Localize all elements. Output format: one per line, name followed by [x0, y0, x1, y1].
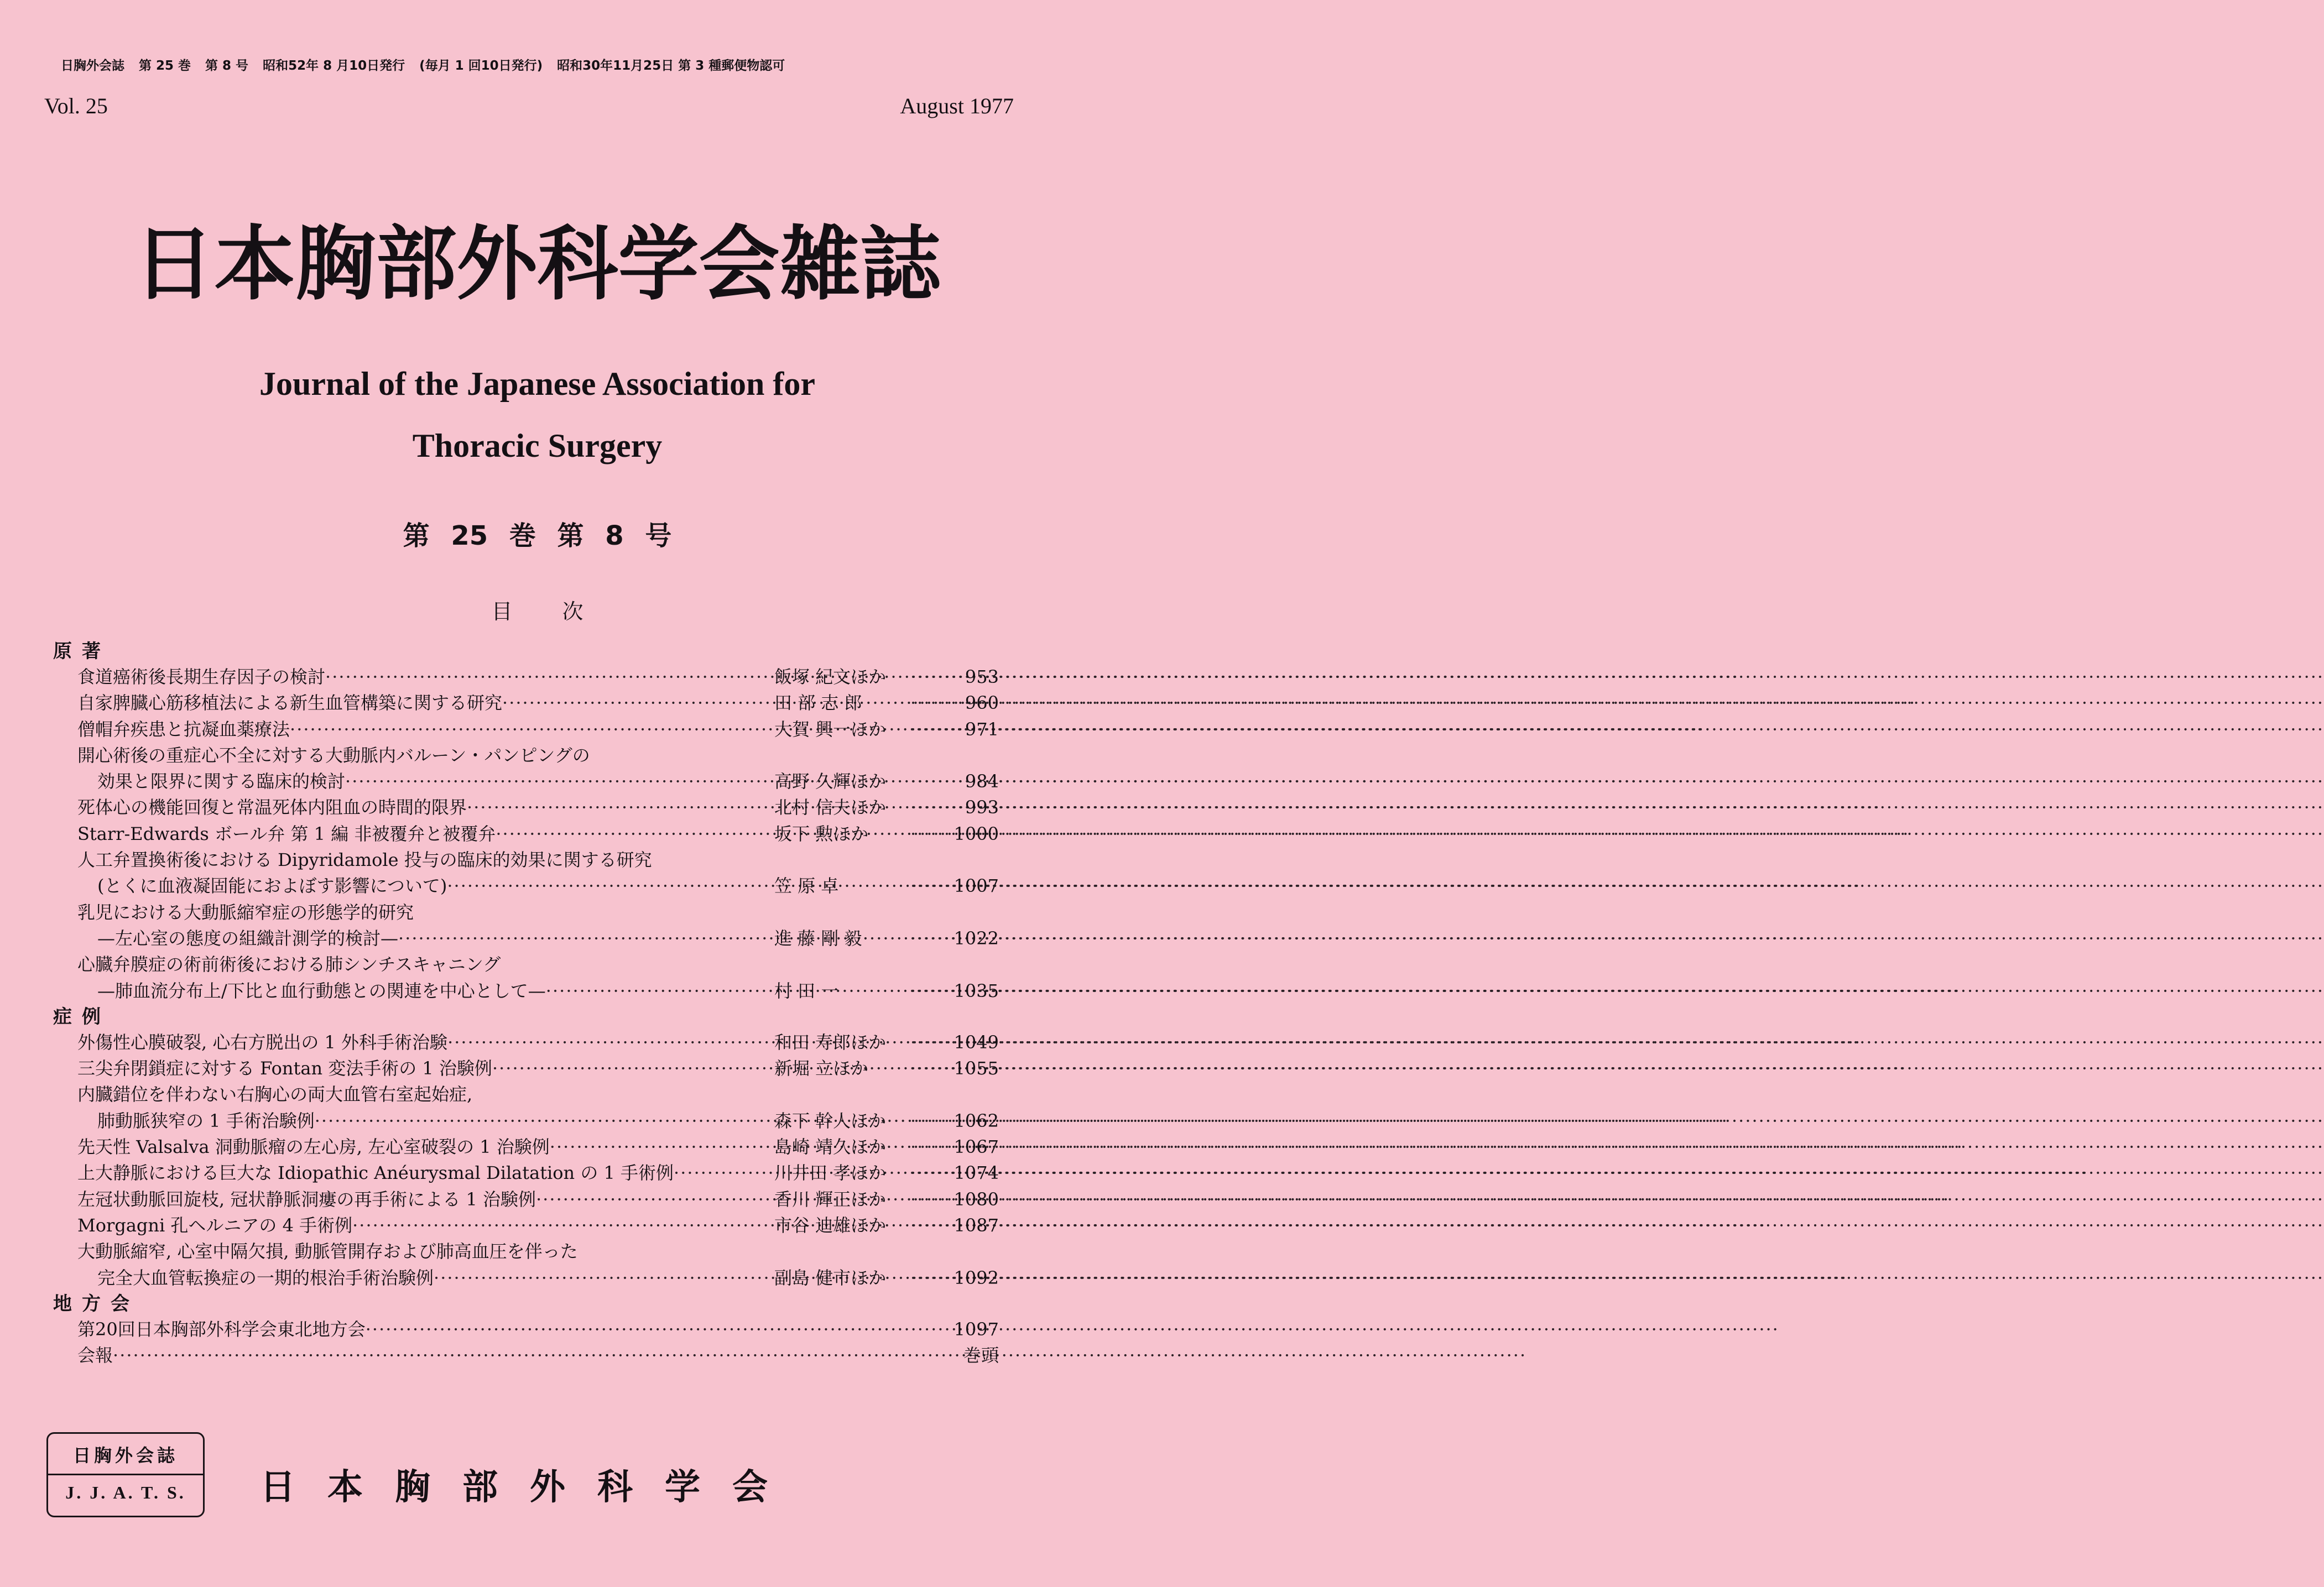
masthead-volume: 第 25 巻 [139, 59, 191, 73]
toc-entry-page: 1022 [953, 927, 999, 949]
leader-dots [910, 821, 949, 847]
toc-entry-page: 1097 [953, 1318, 999, 1340]
toc-entry-page: 1080 [953, 1188, 999, 1210]
toc-entry-author: 市谷 迪雄ほか [774, 1214, 887, 1236]
toc-entry-title: 死体心の機能回復と常温死体内阻血の時間的限界 [77, 797, 467, 818]
toc-entry-title: 大動脈縮窄, 心室中隔欠損, 動脈管開存および肺高血圧を伴った [77, 1241, 578, 1262]
toc-entry-line [53, 847, 999, 873]
society-name: 日本胸部外科学会 [260, 1467, 800, 1508]
toc-entry-title: 食道癌術後長期生存因子の検討 [77, 666, 326, 687]
toc-entry [53, 717, 999, 743]
leader-dots [550, 1134, 774, 1160]
journal-title-jp: 日本胸部外科学会雑誌 [133, 217, 941, 311]
toc-entry-page: 1074 [953, 1162, 999, 1184]
toc-entry-page: 1087 [953, 1214, 999, 1236]
toc-entry-line [53, 1082, 999, 1108]
toc-entry [53, 873, 999, 899]
toc-entry [53, 1265, 999, 1291]
toc-heading: 目次 [491, 599, 633, 624]
toc-entry [53, 1160, 999, 1186]
leader-dots [910, 978, 949, 1004]
leader-dots [910, 926, 949, 952]
toc-entry-title: 上大静脈における巨大な Idiopathic Anéurysmal Dilatation の 1 手術例 [77, 1162, 674, 1184]
toc-entry-author: 副島 健市ほか [774, 1267, 887, 1288]
toc-section-heading: 原著 [53, 640, 111, 662]
leader-dots [910, 1030, 949, 1056]
leader-dots [467, 795, 774, 821]
leader-dots [910, 664, 949, 690]
toc-entry-page: 1035 [953, 980, 999, 1001]
toc-entry-author: 笠 原 卓 [774, 875, 839, 897]
toc-entry-title: 会報 [77, 1345, 113, 1366]
leader-dots [910, 769, 949, 795]
leader-dots [502, 690, 774, 716]
leader-dots [910, 1265, 949, 1291]
toc-entry [53, 795, 999, 821]
masthead-publish-date: 昭和52年 8 月10日発行 [263, 59, 405, 73]
toc-entry-title: Morgagni 孔ヘルニアの 4 手術例 [77, 1214, 353, 1236]
leader-dots [910, 717, 949, 743]
masthead-abbrev: 日胸外会誌 [61, 59, 124, 73]
toc-entry-author: 新堀 立ほか [774, 1058, 869, 1079]
toc-entry-line [53, 1239, 999, 1265]
toc-entry-author: 飯塚 紀文ほか [774, 666, 887, 687]
toc-entry [53, 1108, 999, 1134]
toc-entry-page: 1000 [953, 823, 999, 844]
toc-entry-title: —左心室の態度の組織計測学的検討— [97, 927, 399, 949]
leader-dots [325, 664, 774, 690]
leader-dots [398, 926, 774, 952]
toc-entry [53, 664, 999, 690]
leader-dots [910, 873, 949, 899]
toc-entry-author: 高野 久輝ほか [774, 771, 887, 792]
toc-entry-title: 効果と限界に関する臨床的検討 [97, 771, 346, 792]
leader-dots [910, 690, 949, 716]
leader-dots [113, 1343, 949, 1369]
masthead-postal-permit: 昭和30年11月25日 第 3 種郵便物認可 [557, 59, 785, 73]
toc-entry-author: 和田 寿郎ほか [774, 1031, 887, 1053]
leader-dots [290, 717, 774, 743]
toc-entry-title: 先天性 Valsalva 洞動脈瘤の左心房, 左心室破裂の 1 治験例 [77, 1136, 550, 1158]
toc-entry-line [53, 743, 999, 769]
table-of-contents [53, 639, 999, 1369]
toc-entry-page: 1049 [953, 1031, 999, 1053]
toc-entry [53, 769, 999, 795]
leader-dots [496, 821, 774, 847]
toc-entry-title: 肺動脈狭窄の 1 手術治験例 [97, 1110, 315, 1131]
leader-dots [352, 1213, 774, 1239]
journal-stamp [46, 1432, 205, 1517]
issue-date: August 1977 [900, 93, 1014, 118]
leader-dots [910, 1108, 949, 1134]
toc-entry-page: 1007 [953, 875, 999, 897]
leader-dots [910, 1213, 949, 1239]
leader-dots [434, 1265, 774, 1291]
toc-entry-author: 森下 幹人ほか [774, 1110, 887, 1131]
toc-section-heading: 症例 [53, 1005, 111, 1028]
leader-dots [447, 873, 774, 899]
leader-dots [674, 1160, 774, 1186]
toc-entry [53, 1213, 999, 1239]
issue-number: 第 25 巻 第 8 号 [403, 520, 672, 551]
stamp-abbrev-jp: 日胸外会誌 [72, 1445, 178, 1466]
toc-entry-page: 1055 [953, 1058, 999, 1079]
toc-entry-page: 巻頭 [963, 1345, 999, 1366]
toc-entry-line [53, 900, 999, 926]
toc-entry-title: 人工弁置換術後における Dipyridamole 投与の臨床的効果に関する研究 [77, 849, 652, 871]
toc-entry-page: 993 [965, 797, 999, 818]
leader-dots [546, 978, 774, 1004]
toc-entry [53, 1317, 999, 1343]
toc-entry-author: 香川 輝正ほか [774, 1188, 887, 1210]
leader-dots [366, 1317, 949, 1343]
masthead-frequency: (毎月 1 回10日発行) [419, 59, 543, 73]
toc-entry [53, 978, 999, 1004]
toc-entry [53, 690, 999, 716]
leader-dots [492, 1056, 774, 1082]
toc-entry-title: (とくに血液凝固能におよぼす影響について) [97, 875, 447, 897]
toc-entry [53, 1187, 999, 1213]
volume-label: Vol. 25 [44, 93, 108, 118]
toc-entry-author: 大賀 興一ほか [774, 718, 887, 740]
toc-entry-page: 953 [965, 666, 999, 687]
leader-dots [910, 1160, 949, 1186]
toc-entry-title: Starr-Edwards ボール弁 第 1 編 非被覆弁と被覆弁 [77, 823, 496, 844]
journal-title-en-line1: Journal of the Japanese Association for [259, 366, 815, 402]
toc-entry-page: 984 [965, 771, 999, 792]
stamp-divider [48, 1474, 203, 1475]
toc-entry [53, 1343, 999, 1369]
toc-entry-author: 川井田 孝ほか [774, 1162, 887, 1184]
leader-dots [345, 769, 774, 795]
toc-entry-page: 1067 [953, 1136, 999, 1158]
toc-entry-page: 1092 [953, 1267, 999, 1288]
toc-entry-title: 左冠状動脈回旋枝, 冠状静脈洞瘻の再手術による 1 治験例 [77, 1188, 536, 1210]
leader-dots [910, 795, 949, 821]
toc-entry-title: 僧帽弁疾患と抗凝血薬療法 [77, 718, 290, 740]
toc-entry [53, 821, 999, 847]
toc-entry-title: 乳児における大動脈縮窄症の形態学的研究 [77, 901, 414, 923]
toc-entry-page: 971 [965, 718, 999, 740]
toc-entry [53, 926, 999, 952]
toc-entry [53, 1056, 999, 1082]
toc-entry [53, 1134, 999, 1160]
toc-entry-title: 三尖弁閉鎖症に対する Fontan 変法手術の 1 治験例 [77, 1058, 492, 1079]
toc-entry-author: 田 部 志 郎 [774, 692, 862, 714]
leader-dots [315, 1108, 774, 1134]
journal-title-en-line2: Thoracic Surgery [412, 427, 663, 464]
leader-dots [536, 1187, 774, 1213]
toc-entry-author: 進 藤 剛 毅 [774, 927, 862, 949]
leader-dots [910, 1187, 949, 1213]
masthead-line [61, 55, 1023, 74]
leader-dots [910, 1056, 949, 1082]
toc-section-heading: 地方会 [53, 1292, 139, 1315]
toc-entry-author: 村 田 一 [774, 980, 839, 1001]
toc-entry-page: 960 [965, 692, 999, 714]
toc-entry-page: 1062 [953, 1110, 999, 1131]
leader-dots [447, 1030, 774, 1056]
toc-entry-title: 第20回日本胸部外科学会東北地方会 [77, 1318, 366, 1340]
toc-entry-title: 自家脾臓心筋移植法による新生血管構築に関する研究 [77, 692, 503, 714]
toc-entry-line [53, 952, 999, 978]
leader-dots [910, 1134, 949, 1160]
toc-entry-title: 開心術後の重症心不全に対する大動脈内バルーン・パンピングの [77, 744, 590, 766]
toc-entry-title: 内臓錯位を伴わない右胸心の両大血管右室起始症, [77, 1084, 473, 1105]
stamp-abbrev-en: J. J. A. T. S. [65, 1482, 186, 1502]
toc-entry-title: 外傷性心膜破裂, 心右方脱出の 1 外科手術治験 [77, 1031, 448, 1053]
toc-entry-title: 心臓弁膜症の術前術後における肺シンチスキャニング [77, 954, 501, 975]
toc-entry-author: 北村 信夫ほか [774, 797, 887, 818]
toc-entry [53, 1030, 999, 1056]
toc-entry-author: 島崎 靖久ほか [774, 1136, 887, 1158]
toc-entry-title: 完全大血管転換症の一期的根治手術治験例 [97, 1267, 434, 1288]
toc-entry-author: 坂下 勲ほか [774, 823, 869, 844]
toc-entry-title: —肺血流分布上/下比と血行動態との関連を中心として— [97, 980, 546, 1001]
masthead-number: 第 8 号 [205, 59, 249, 73]
